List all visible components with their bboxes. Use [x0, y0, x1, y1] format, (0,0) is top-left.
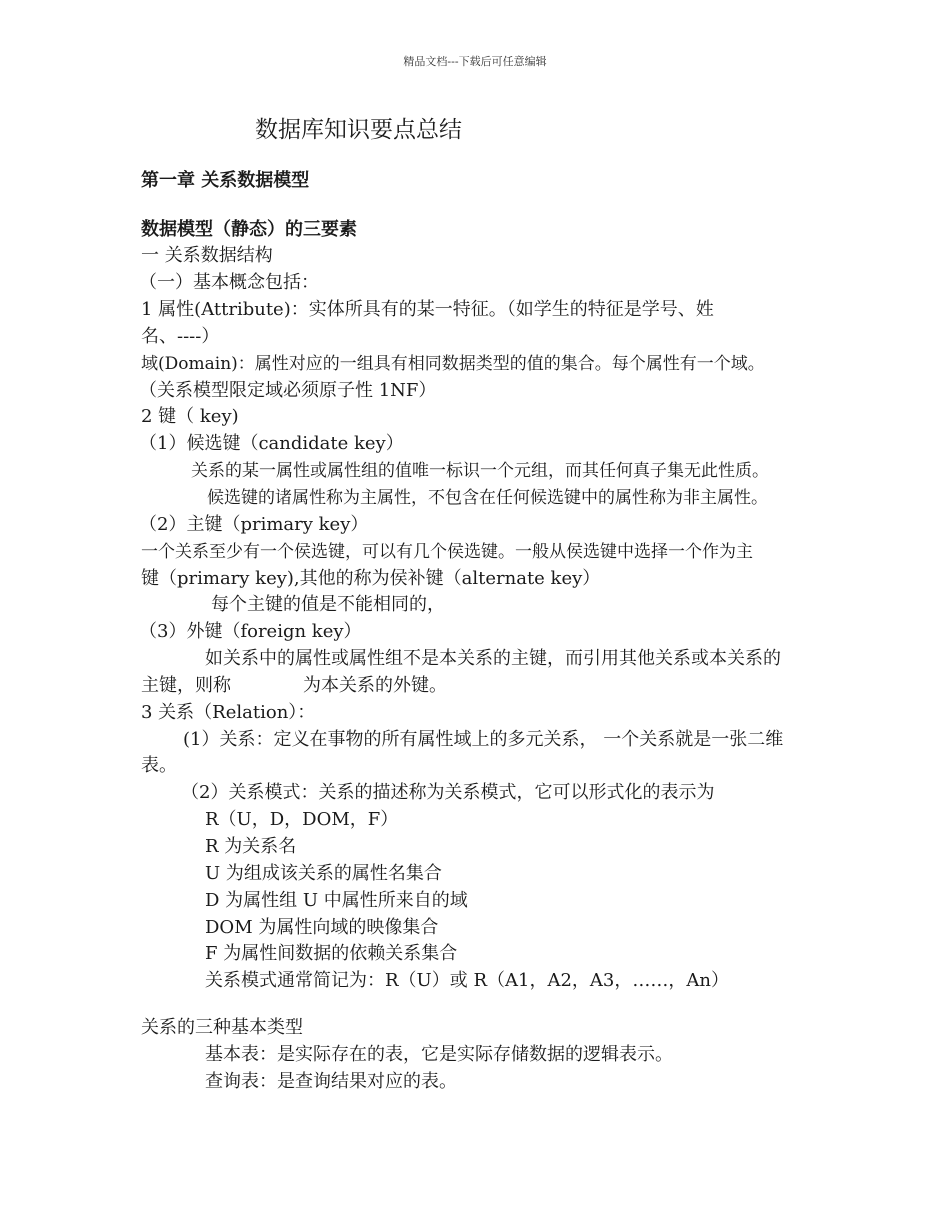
- chapter-heading: 第一章 关系数据模型: [141, 170, 310, 191]
- text-line: D 为属性组 U 中属性所来自的域: [205, 890, 468, 911]
- text-line: 为本关系的外键。: [303, 675, 447, 696]
- text-line: 2 键（ key): [141, 406, 239, 427]
- text-line: 名、----）: [141, 326, 220, 347]
- page-header: 精品文档---下载后可任意编辑: [403, 55, 547, 68]
- text-line: （1）候选键（candidate key）: [139, 433, 404, 454]
- text-line: （一）基本概念包括：: [139, 272, 319, 293]
- text-line: 1 属性(Attribute)：实体所具有的某一特征。（如学生的特征是学号、姓: [141, 299, 714, 320]
- text-line: （3）外键（foreign key）: [139, 621, 362, 642]
- text-line: 域(Domain)：属性对应的一组具有相同数据类型的值的集合。每个属性有一个域。: [141, 354, 765, 374]
- text-line: 候选键的诸属性称为主属性，不包含在任何候选键中的属性称为非主属性。: [207, 488, 768, 508]
- text-line: 一 关系数据结构: [141, 245, 273, 266]
- text-line: (1）关系：定义在事物的所有属性域上的多元关系， 一个关系就是一张二维: [183, 729, 784, 750]
- text-line: （2）关系模式：关系的描述称为关系模式，它可以形式化的表示为: [181, 782, 715, 803]
- text-line: R 为关系名: [205, 836, 297, 857]
- text-line: 关系模式通常简记为：R（U）或 R（A1，A2，A3，……，An）: [205, 970, 729, 991]
- text-line: 关系的三种基本类型: [141, 1017, 303, 1038]
- text-line: R（U，D，DOM，F）: [205, 809, 399, 830]
- text-line: 3 关系（Relation）：: [141, 702, 316, 723]
- document-title: 数据库知识要点总结: [255, 117, 462, 143]
- text-line: 每个主键的值是不能相同的，: [211, 594, 445, 615]
- text-line: 键（primary key),其他的称为侯补键（alternate key）: [141, 568, 601, 589]
- text-line: 一个关系至少有一个侯选键，可以有几个侯选键。一般从侯选键中选择一个作为主: [141, 542, 753, 562]
- text-line: 表。: [141, 755, 177, 776]
- text-line: 主键，则称: [141, 675, 231, 696]
- text-line: 基本表：是实际存在的表，它是实际存储数据的逻辑表示。: [205, 1044, 673, 1065]
- section-heading: 数据模型（静态）的三要素: [141, 219, 357, 240]
- text-line: （2）主键（primary key）: [139, 514, 369, 535]
- text-line: （关系模型限定域必须原子性 1NF）: [139, 380, 437, 401]
- text-line: U 为组成该关系的属性名集合: [205, 863, 442, 884]
- text-line: 查询表：是查询结果对应的表。: [205, 1071, 457, 1092]
- text-line: 如关系中的属性或属性组不是本关系的主键，而引用其他关系或本关系的: [205, 648, 781, 669]
- text-line: DOM 为属性向域的映像集合: [205, 917, 439, 938]
- text-line: F 为属性间数据的依赖关系集合: [205, 943, 458, 964]
- text-line: 关系的某一属性或属性组的值唯一标识一个元组，而其任何真子集无此性质。: [191, 461, 769, 481]
